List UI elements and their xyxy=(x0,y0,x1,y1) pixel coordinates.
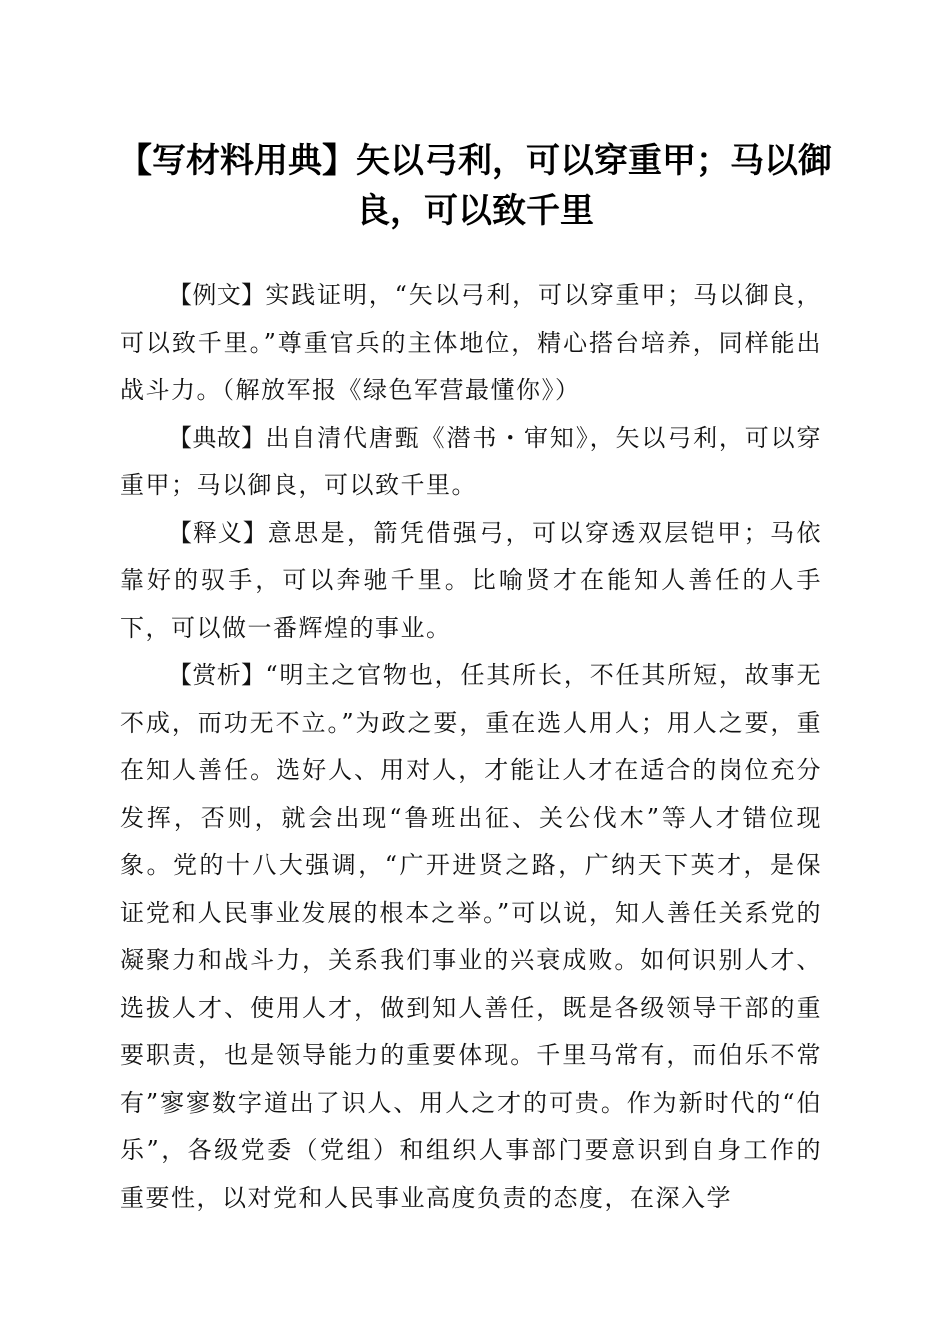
paragraph-text: 意思是，箭凭借强弓，可以穿透双层铠甲；马依靠好的驭手，可以奔驰千里。比喻贤才在能知人善任的人手下，可以做一番辉煌的事业。 xyxy=(120,518,822,642)
document-body xyxy=(120,272,822,1222)
paragraph-text: “明主之官物也，任其所长，不任其所短，故事无不成，而功无不立。”为政之要，重在选人用人；用人之要，重在知人善任。选好人、用对人，才能让人才在适合的岗位充分发挥，否则，就会出现“鲁班出征、关公伐木”等人才错位现象。党的十八大强调，“广开进贤之路，广纳天下英才，是保证党和人民事业发展的根本之举。”可以说，知人善任关系党的凝聚力和战斗力，关系我们事业的兴衰成败。如何识别人才、选拔人才、使用人才，做到知人善任，既是各级领导干部的重要职责，也是领导能力的重要体现。千里马常有，而伯乐不常有”寥寥数字道出了识人、用人之才的可贵。作为新时代的“伯乐”，各级党委（党组）和组织人事部门要意识到自身工作的重要性，以对党和人民事业高度负责的态度，在深入学 xyxy=(120,661,822,1212)
paragraph-tag: 【释义】 xyxy=(168,518,268,547)
paragraph-tag: 【典故】 xyxy=(168,423,266,452)
document-title: 【写材料用典】矢以弓利，可以穿重甲；马以御良，可以致千里 xyxy=(118,141,832,231)
paragraph-allusion xyxy=(120,415,822,510)
paragraph-text: 出自清代唐甄《潜书・审知》，矢以弓利，可以穿重甲；马以御良，可以致千里。 xyxy=(120,423,823,499)
paragraph-appreciation xyxy=(120,652,822,1222)
paragraph-interpretation xyxy=(120,510,822,653)
paragraph-tag: 【例文】 xyxy=(168,281,266,309)
paragraph-tag: 【赏析】 xyxy=(168,661,266,689)
paragraph-example xyxy=(120,272,822,415)
paragraph-text: 实践证明，“矢以弓利，可以穿重甲；马以御良，可以致千里。”尊重官兵的主体地位，精心搭台培养，同样能出战斗力。（解放军报《绿色军营最懂你》） xyxy=(120,281,822,404)
